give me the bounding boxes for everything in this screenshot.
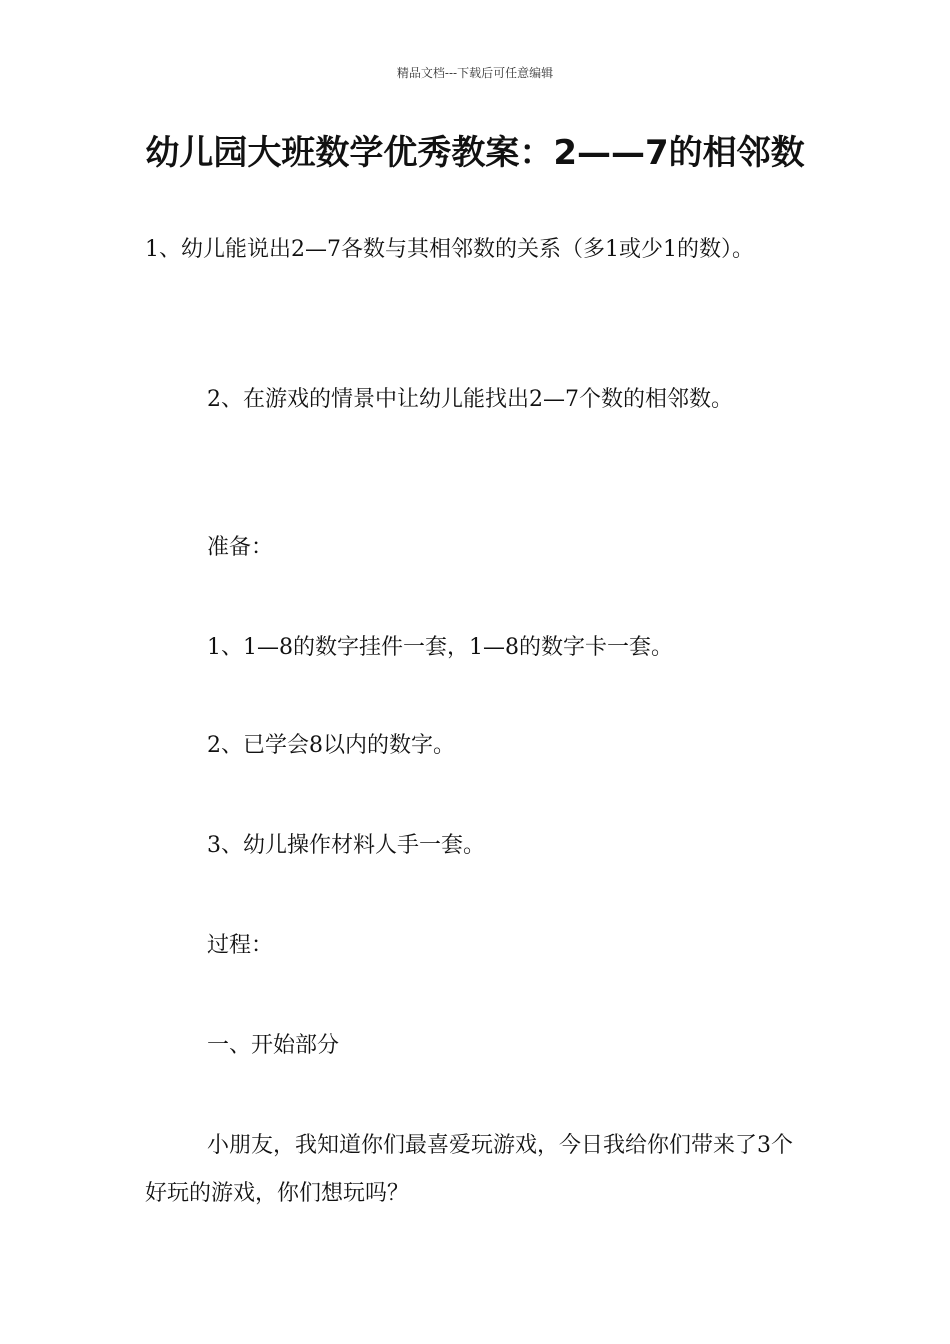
section-heading-preparation: 准备： (207, 535, 274, 560)
process-part-1-text: 小朋友，我知道你们最喜爱玩游戏，今日我给你们带来了3个好玩的游戏，你们想玩吗？ (145, 1133, 793, 1206)
preparation-item-3: 3、幼儿操作材料人手一套。 (207, 833, 485, 858)
preparation-item-1: 1、1—8的数字挂件一套，1—8的数字卡一套。 (207, 635, 673, 660)
document-title: 幼儿园大班数学优秀教案：2——7的相邻数 (145, 133, 805, 173)
section-heading-process: 过程： (207, 933, 274, 958)
preparation-item-2: 2、已学会8以内的数字。 (207, 733, 455, 758)
page-header-note: 精品文档---下载后可任意编辑 (396, 66, 554, 80)
process-part-1-heading: 一、开始部分 (207, 1033, 340, 1058)
objective-1: 1、幼儿能说出2—7各数与其相邻数的关系（多1或少1的数）。 (145, 237, 754, 262)
objective-2: 2、在游戏的情景中让幼儿能找出2—7个数的相邻数。 (207, 387, 733, 412)
